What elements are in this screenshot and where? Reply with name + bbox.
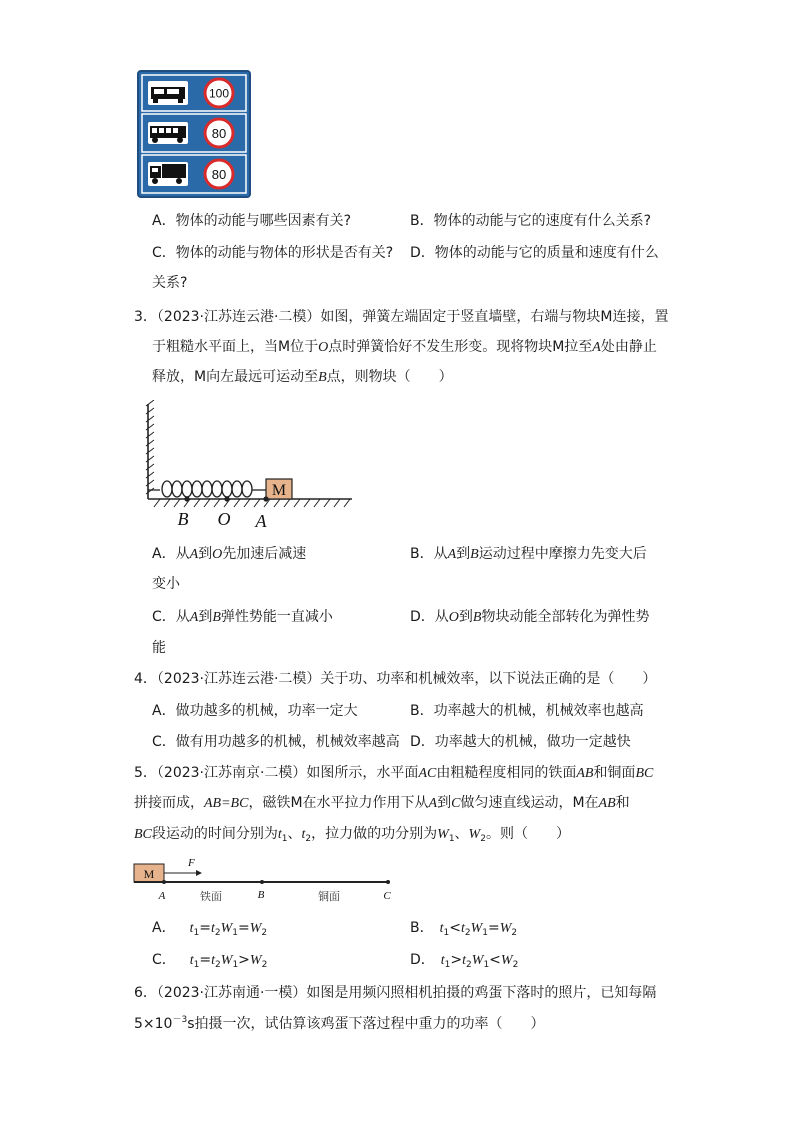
- var-w: W: [499, 921, 512, 936]
- point-o: O: [318, 340, 329, 355]
- sub: 1: [281, 834, 288, 844]
- segment-ab: AB: [598, 796, 616, 811]
- q5-option-a: [152, 921, 267, 938]
- text: 、: [454, 826, 469, 842]
- point-a-dot: [263, 496, 268, 501]
- segment-ac: AC: [418, 766, 437, 781]
- text: C．: [152, 952, 176, 968]
- text: 处由静止: [600, 339, 657, 355]
- text: ，拉力做的功分别为: [311, 826, 438, 842]
- q3-option-c-cont: 能: [152, 640, 166, 656]
- text: A．: [152, 920, 176, 936]
- exponent: －3: [172, 1015, 188, 1025]
- copper-surface-label: 铜面: [318, 890, 340, 903]
- text: 拼接而成，: [134, 795, 204, 811]
- q4-option-d: D．功率越大的机械，做功一定越快: [410, 734, 631, 750]
- text: B．从: [410, 546, 448, 562]
- text: =: [199, 952, 212, 968]
- car-icon: [148, 81, 188, 105]
- text: D．: [410, 952, 435, 968]
- q3-stem-line3: [152, 370, 453, 385]
- q5-stem-line3: [134, 827, 570, 844]
- sub: 1: [444, 960, 451, 970]
- sub: 1: [232, 960, 239, 970]
- text: 到: [198, 609, 213, 625]
- text: 由粗糙程度相同的铁面: [436, 765, 577, 781]
- text: 弹性势能一直减小: [220, 609, 333, 625]
- var-w: W: [249, 953, 262, 968]
- text: 点时弹簧恰好不发生形变。现将物块M拉至: [328, 339, 593, 355]
- sub: 2: [511, 928, 518, 938]
- iron-surface-label: 铁面: [200, 890, 222, 903]
- text: =: [199, 920, 211, 936]
- var-t: t: [211, 953, 216, 968]
- sub: 1: [483, 960, 490, 970]
- text: C．从: [152, 609, 190, 625]
- point-a: A: [592, 340, 601, 355]
- var-t: t: [277, 827, 282, 842]
- speed-limit-value: 80: [211, 126, 227, 141]
- sub: 1: [232, 928, 238, 938]
- point-o: O: [212, 547, 223, 562]
- bus-icon: [148, 122, 188, 144]
- q3-option-d: [410, 610, 649, 625]
- speed-limit-value: 100: [208, 86, 230, 101]
- speed-limit-value: 80: [211, 167, 227, 182]
- block-m-label: M: [271, 482, 287, 499]
- segment-bc: BC: [635, 766, 654, 781]
- q4-option-a: A．做功越多的机械，功率一定大: [152, 703, 358, 719]
- segment-ab: AB: [576, 766, 594, 781]
- sub: 1: [193, 928, 200, 938]
- point-b: B: [472, 610, 482, 625]
- point-a-label: A: [158, 890, 166, 902]
- text: 运动过程中摩擦力先变大后: [478, 546, 647, 562]
- sub: 2: [512, 960, 519, 970]
- text: A．从: [152, 546, 190, 562]
- point-o: O: [448, 610, 459, 625]
- var-w: W: [468, 827, 481, 842]
- equation: AB=BC: [204, 796, 249, 811]
- q3-option-b-cont: 变小: [152, 576, 180, 592]
- var-w: W: [500, 953, 513, 968]
- var-t: t: [189, 953, 194, 968]
- var-t: t: [440, 953, 445, 968]
- text: <: [449, 920, 461, 936]
- text: 。则（ ）: [485, 826, 570, 842]
- q3-stem-line2: [152, 340, 657, 355]
- sub: 2: [480, 834, 486, 844]
- q4-option-c: C．做有用功越多的机械，机械效率越高: [152, 734, 400, 750]
- var-t: t: [460, 921, 465, 936]
- sub: 2: [464, 928, 471, 938]
- point-o-label: O: [217, 509, 231, 529]
- q5-stem-line1: [134, 766, 653, 781]
- sub: 1: [193, 960, 200, 970]
- point-c-label: C: [383, 890, 391, 902]
- point-a: A: [189, 610, 199, 625]
- text: 先加速后减速: [222, 546, 307, 562]
- q2-option-c: C．物体的动能与物体的形状是否有关?: [152, 245, 394, 261]
- text: 物块动能全部转化为弹性势: [481, 609, 650, 625]
- point-c: C: [451, 796, 461, 811]
- text: <: [489, 952, 501, 968]
- point-b-dot: [184, 496, 189, 501]
- q3-stem-line1: 3．（2023·江苏连云港·二模）如图，弹簧左端固定于竖直墙壁，右端与物块M连接，置: [134, 309, 669, 325]
- point-a-label: A: [255, 511, 267, 530]
- point-b: B: [318, 370, 327, 385]
- text: 到: [458, 609, 473, 625]
- var-t: t: [439, 921, 444, 936]
- sub: 2: [214, 928, 221, 938]
- text: >: [450, 952, 463, 968]
- text: 点，则物块（ ）: [326, 369, 453, 385]
- text: 段运动的时间分别为: [151, 826, 278, 842]
- text: D．从: [410, 609, 449, 625]
- magnet-track-figure: [128, 854, 398, 908]
- point-a: A: [428, 796, 438, 811]
- point-b-label: B: [257, 889, 265, 901]
- sub: 2: [261, 960, 268, 970]
- q3-option-a: [152, 547, 306, 562]
- sub: 2: [466, 960, 472, 970]
- sub: 1: [448, 834, 455, 844]
- text: 到: [437, 795, 452, 811]
- var-w: W: [220, 953, 233, 968]
- q5-option-b: [410, 921, 517, 938]
- force-label: F: [188, 857, 195, 869]
- text: B．: [410, 920, 434, 936]
- text: 到: [198, 546, 213, 562]
- q5-stem-line2: [134, 796, 630, 811]
- block-m-label: M: [143, 867, 155, 881]
- point-b: B: [212, 610, 221, 625]
- text: 到: [456, 546, 471, 562]
- point-a: A: [447, 547, 457, 562]
- q6-stem-line2: [134, 1016, 544, 1031]
- var-t: t: [210, 921, 215, 936]
- q6-stem-line1: 6．（2023·江苏南通·一模）如图是用频闪照相机拍摄的鸡蛋下落时的照片，已知每隔: [134, 985, 657, 1001]
- point-b-label: B: [177, 509, 189, 529]
- q4-option-b: B．功率越大的机械，机械效率也越高: [410, 703, 644, 719]
- text: ，磁铁M在水平拉力作用下从: [248, 795, 429, 811]
- sub: 1: [482, 928, 488, 938]
- text: 、: [287, 826, 302, 842]
- sub: 1: [443, 928, 450, 938]
- point-o-dot: [224, 496, 229, 501]
- sub: 2: [305, 834, 312, 844]
- q3-option-c: [152, 610, 333, 625]
- q2-option-d-cont: 关系?: [152, 275, 188, 291]
- var-t: t: [462, 953, 467, 968]
- q2-option-a: A．物体的动能与哪些因素有关?: [152, 213, 352, 229]
- var-w: W: [220, 921, 233, 936]
- text: 和铜面: [593, 765, 636, 781]
- var-w: W: [470, 921, 483, 936]
- spring-figure: [140, 400, 360, 530]
- text: 5×10: [134, 1016, 173, 1032]
- text: 释放，M向左最远可运动至: [152, 369, 319, 385]
- sub: 2: [215, 960, 221, 970]
- segment-bc: BC: [134, 827, 152, 842]
- text: 于粗糙水平面上，当M位于: [152, 339, 319, 355]
- text: >: [238, 952, 250, 968]
- q5-option-c: [152, 953, 267, 970]
- var-t: t: [301, 827, 306, 842]
- q3-option-b: [410, 547, 647, 562]
- text: 做匀速直线运动，M在: [460, 795, 599, 811]
- q5-option-d: [410, 953, 518, 970]
- text: =: [488, 920, 500, 936]
- spring: [148, 481, 266, 497]
- text: s拍摄一次，试估算该鸡蛋下落过程中重力的功率（ ）: [187, 1016, 545, 1032]
- var-w: W: [471, 953, 484, 968]
- q2-option-b: B．物体的动能与它的速度有什么关系?: [410, 213, 652, 229]
- q2-option-d: D．物体的动能与它的质量和速度有什么: [410, 245, 659, 261]
- sub: 2: [261, 928, 268, 938]
- speed-limit-sign: [137, 70, 251, 198]
- var-w: W: [249, 921, 262, 936]
- point-a: A: [189, 547, 199, 562]
- point-b: B: [470, 547, 479, 562]
- text: =: [237, 920, 250, 936]
- text: 5．（2023·江苏南京·二模）如图所示，水平面: [134, 765, 419, 781]
- var-w: W: [437, 827, 449, 842]
- var-t: t: [189, 921, 194, 936]
- truck-icon: [148, 162, 188, 186]
- q4-stem: 4．（2023·江苏连云港·二模）关于功、功率和机械效率，以下说法正确的是（ ）: [134, 671, 657, 687]
- text: 和: [615, 795, 630, 811]
